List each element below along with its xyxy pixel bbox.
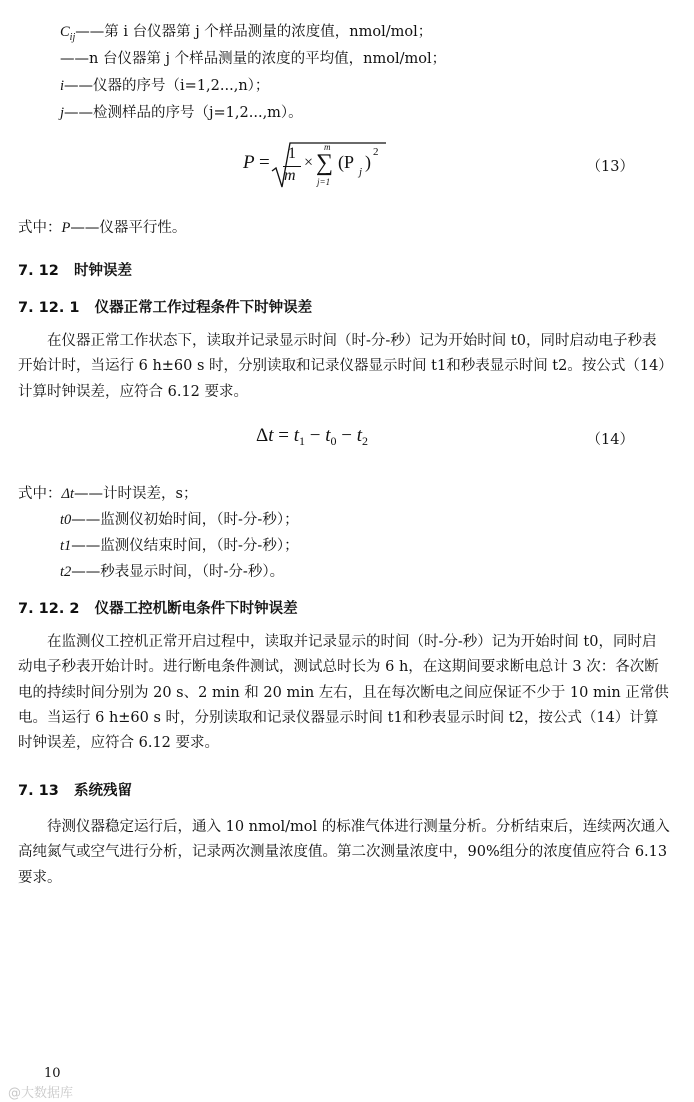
- section-heading-7-12: [18, 259, 132, 280]
- eq14-equals: =: [273, 425, 294, 446]
- eq14-t1: t: [293, 425, 299, 446]
- eq13-equals: =: [259, 152, 270, 173]
- definition-mean: [60, 47, 446, 68]
- definition-symbol: t0: [60, 512, 72, 528]
- page-number: 10: [44, 1066, 61, 1081]
- definition-symbol: Δt: [61, 486, 75, 502]
- where-prefix: 式中：: [18, 220, 62, 236]
- section-title: 时钟误差: [73, 263, 132, 279]
- definition-symbol: t2: [60, 564, 72, 580]
- eq13-frac-num: 1: [288, 145, 296, 162]
- section-heading-7-12-2: [18, 597, 298, 618]
- eq14-t2-sub: 2: [362, 434, 368, 448]
- section-number: 7. 13: [18, 783, 59, 799]
- paragraph-7-13: 待测仪器稳定运行后，通入 10 nmol/mol 的标准气体进行测量分析。分析结束后，连续两次通入高纯氮气或空气进行分析，记录两次测量浓度值。第二次测量浓度中，90%组分的浓度值应符合 6.13 要求。: [18, 819, 670, 886]
- where-prefix: 式中：: [18, 486, 62, 502]
- definition-t1: [60, 534, 299, 555]
- definition-symbol: i: [60, 78, 65, 94]
- eq14-delta: Δ: [256, 425, 269, 446]
- definition-text: ——仪器的序号（i=1,2...,n）；: [64, 78, 270, 94]
- definition-text: ——监测仪结束时间，（时-分-秒）；: [71, 538, 299, 554]
- definition-symbol-sub: ij: [69, 31, 76, 43]
- eq13-term-sub: j: [359, 166, 363, 178]
- section-number: 7. 12. 1: [18, 300, 80, 316]
- definition-i: [60, 74, 269, 95]
- definition-delta-t: [18, 482, 198, 503]
- paragraph-7-12-2: 在监测仪工控机正常开启过程中，读取并记录显示的时间（时-分-秒）记为开始时间 t0，同时启动电子秒表开始计时。进行断电条件测试，测试总时长为 6 h，在这期间要求断电总计 3 次：各次断电的持续时间分别为 20 s、2 min 和 20 min 左右，且在每次断电之间应保证不少于 10 min 正常供电。当运行 6 h±60 s 时，分别读取和记录仪器显示时间 t1和秒表显示时间 t2，按公式（14）计算时钟误差，应符合 6.12 要求。: [18, 634, 669, 752]
- section-heading-7-13: [18, 779, 132, 800]
- eq13-times: ×: [304, 154, 314, 171]
- definition-cij: [60, 20, 432, 43]
- eq13-term-open: (P: [338, 152, 355, 172]
- where-text: ——仪器平行性。: [70, 220, 187, 236]
- definition-t0: [60, 508, 299, 529]
- section-number: 7. 12. 2: [18, 601, 80, 617]
- eq14-t0-sub: 0: [330, 434, 337, 448]
- definition-symbol: t1: [60, 538, 72, 554]
- section-number: 7. 12: [18, 263, 59, 279]
- equation-number-13: （13）: [586, 159, 634, 175]
- eq13-power: 2: [373, 146, 379, 158]
- definition-text: ——计时误差，s；: [74, 486, 198, 502]
- where-clause-p: [18, 216, 186, 237]
- section-title: 仪器工控机断电条件下时钟误差: [94, 601, 298, 617]
- definition-symbol: C: [60, 24, 70, 40]
- eq13-frac-den: m: [284, 167, 296, 184]
- eq14-t0: t: [325, 425, 331, 446]
- section-heading-7-12-1: [18, 296, 312, 317]
- equation-14: [256, 425, 368, 449]
- eq13-sum-lower: j=1: [317, 177, 331, 187]
- section-title: 系统残留: [73, 783, 132, 799]
- watermark: @大数据库: [8, 1086, 74, 1101]
- where-symbol: P: [61, 220, 71, 236]
- eq14-t: t: [268, 425, 274, 446]
- definition-text: ——秒表显示时间，（时-分-秒）。: [71, 564, 285, 580]
- section-title: 仪器正常工作过程条件下时钟误差: [94, 300, 313, 316]
- definition-symbol: j: [60, 105, 65, 121]
- sigma-symbol: ∑: [316, 150, 334, 176]
- paragraph-7-12-1: 在仪器正常工作状态下，读取并记录显示时间（时-分-秒）记为开始时间 t0，同时启动电子秒表开始计时，当运行 6 h±60 s 时，分别读取和记录仪器显示时间 t1和秒表显示时间 t2。按公式（14）计算时钟误差，应符合 6.12 要求。: [18, 333, 666, 400]
- definition-text: ——第 i 台仪器第 j 个样品测量的浓度值，nmol/mol；: [75, 24, 433, 40]
- eq14-t2: t: [356, 425, 362, 446]
- eq14-minus1: −: [305, 425, 326, 446]
- definition-text: ——检测样品的序号（j=1,2...,m）。: [64, 105, 303, 121]
- eq13-lhs: P: [243, 152, 255, 173]
- equation-number-14: （14）: [586, 432, 634, 448]
- definition-text: ——监测仪初始时间，（时-分-秒）；: [71, 512, 299, 528]
- definition-t2: [60, 560, 284, 581]
- definition-text: ——n 台仪器第 j 个样品测量的浓度的平均值，nmol/mol；: [60, 51, 447, 67]
- eq14-minus2: −: [336, 425, 357, 446]
- eq13-term-close: ): [365, 152, 371, 172]
- eq14-t1-sub: 1: [299, 434, 305, 448]
- definition-j: [60, 101, 303, 122]
- eq13-sum-upper: m: [324, 142, 331, 152]
